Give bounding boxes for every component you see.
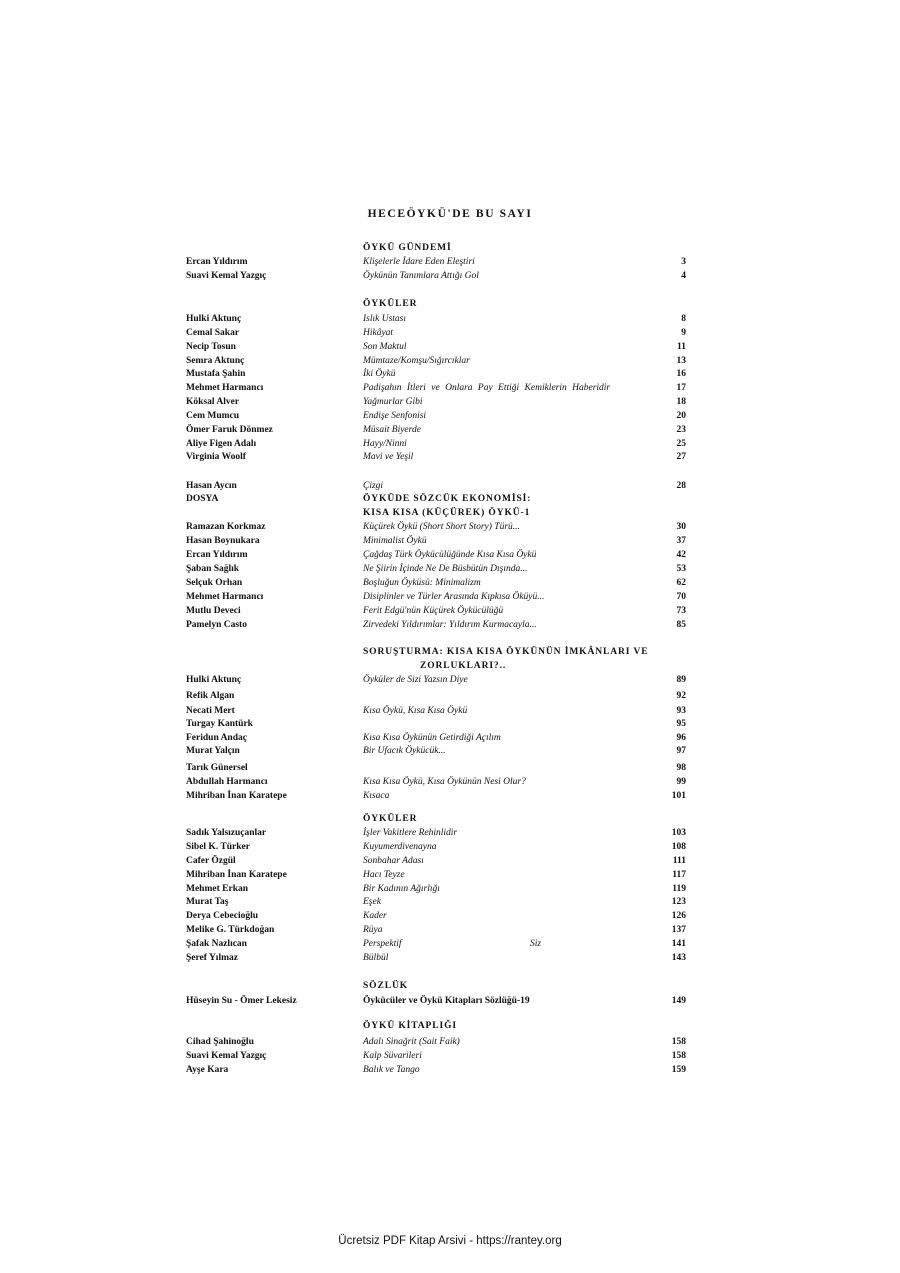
section-heading: ÖYKÜLER	[363, 299, 418, 309]
section-heading: SORUŞTURMA: KISA KISA ÖYKÜNÜN İMKÂNLARI VE	[363, 647, 649, 657]
entry-title: Ne Şiirin İçinde Ne De Büsbütün Dışında...	[363, 564, 528, 574]
entry-page-number: 117	[672, 870, 686, 880]
entry-author: Mehmet Erkan	[186, 884, 249, 894]
entry-title: Disiplinler ve Türler Arasında Kıpkısa Öküyü...	[363, 592, 545, 602]
entry-title: Son Maktul	[363, 342, 407, 352]
entry-title: Müsait Biyerde	[363, 425, 421, 435]
entry-title: Çizgi	[363, 481, 384, 491]
entry-page-number: 108	[671, 842, 686, 852]
entry-author: Köksal Alver	[186, 397, 240, 407]
entry-author: Aliye Figen Adalı	[186, 439, 257, 449]
entry-author: Abdullah Harmancı	[186, 777, 268, 787]
section-heading: ÖYKÜDE SÖZCÜK EKONOMİSİ:	[363, 494, 532, 504]
entry-author: Hulki Aktunç	[186, 314, 242, 324]
entry-author: Hulki Aktunç	[186, 675, 242, 685]
entry-page-number: 119	[672, 884, 686, 894]
entry-title: Kuyumerdivenayna	[363, 842, 437, 852]
entry-author: Derya Cebecioğlu	[186, 911, 259, 921]
entry-author: Cem Mumcu	[186, 411, 240, 421]
section-heading: KISA KISA (KÜÇÜREK) ÖYKÜ-1	[363, 508, 531, 518]
entry-page-number: 92	[676, 691, 686, 701]
entry-title: Balık ve Tango	[363, 1065, 420, 1075]
entry-author: Ercan Yıldırım	[186, 550, 248, 560]
entry-title: Perspektif	[363, 939, 402, 949]
entry-page-number: 96	[676, 733, 686, 743]
entry-page-number: 101	[671, 791, 686, 801]
entry-title: Bülbül	[363, 953, 389, 963]
entry-author: Hasan Aycın	[186, 481, 237, 491]
entry-page-number: 103	[671, 828, 686, 838]
entry-author: Tarık Günersel	[186, 763, 248, 773]
entry-title: Kısa Öykü, Kısa Kısa Öykü	[363, 706, 468, 716]
entry-author: Cemal Sakar	[186, 328, 240, 338]
entry-page-number: 143	[671, 953, 686, 963]
entry-author: Ercan Yıldırım	[186, 257, 248, 267]
entry-author: Mihriban İnan Karatepe	[186, 870, 287, 880]
entry-author: Ömer Faruk Dönmez	[186, 425, 273, 435]
entry-page-number: 13	[676, 356, 686, 366]
entry-author: Sibel K. Türker	[186, 842, 250, 852]
entry-page-number: 17	[676, 383, 686, 393]
entry-author: Feridun Andaç	[186, 733, 247, 743]
page-title: HECEÖYKÜ'DE BU SAYI	[367, 208, 533, 220]
entry-page-number: 98	[676, 763, 686, 773]
entry-author: Murat Yalçın	[186, 746, 240, 756]
entry-page-number: 73	[676, 606, 686, 616]
entry-page-number: 37	[676, 536, 686, 546]
entry-page-number: 158	[671, 1051, 686, 1061]
entry-page-number: 53	[676, 564, 686, 574]
entry-title: Padişahın İtleri ve Onlara Pay Ettiği Kemiklerin Haberidir	[363, 383, 611, 393]
entry-page-number: 159	[671, 1065, 686, 1075]
entry-page-number: 126	[671, 911, 686, 921]
entry-title: Kader	[363, 911, 387, 921]
entry-title: Ferit Edgü'nün Küçürek Öykücülüğü	[363, 606, 504, 616]
entry-page-number: 97	[676, 746, 686, 756]
entry-page-number: 62	[676, 578, 686, 588]
entry-page-number: 8	[681, 314, 686, 324]
entry-title: Islık Ustası	[363, 314, 407, 324]
entry-author: Sadık Yalsızuçanlar	[186, 828, 267, 838]
entry-author: Refik Algan	[186, 691, 235, 701]
entry-page-number: 137	[671, 925, 686, 935]
entry-author: Hüseyin Su - Ömer Lekesiz	[186, 996, 297, 1006]
entry-author: Turgay Kantürk	[186, 719, 253, 729]
entry-author: Ayşe Kara	[186, 1065, 229, 1075]
entry-title: Mavi ve Yeşil	[363, 452, 414, 462]
entry-title: Zirvedeki Yıldırımlar: Yıldırım Kurmacayla...	[363, 620, 537, 630]
entry-page-number: 16	[676, 369, 686, 379]
entry-author: Necati Mert	[186, 706, 235, 716]
entry-page-number: 95	[676, 719, 686, 729]
entry-author: DOSYA	[186, 494, 219, 504]
entry-title: Minimalist Öykü	[363, 536, 427, 546]
entry-author: Virginia Woolf	[186, 452, 246, 462]
section-heading: SÖZLÜK	[363, 981, 408, 991]
entry-title: Kısa Kısa Öykü, Kısa Öykünün Nesi Olur?	[363, 777, 526, 787]
entry-title: Bir Ufacık Öykücük...	[363, 746, 446, 756]
entry-page-number: 158	[671, 1037, 686, 1047]
section-heading: ZORLUKLARI?..	[420, 661, 507, 671]
entry-author: Ramazan Korkmaz	[186, 522, 266, 532]
entry-author: Suavi Kemal Yazgıç	[186, 1051, 267, 1061]
entry-page-number: 70	[676, 592, 686, 602]
entry-extra: Siz	[530, 939, 542, 949]
entry-page-number: 27	[676, 452, 686, 462]
entry-title: Hayy/Ninni	[363, 439, 407, 449]
section-heading: ÖYKÜ GÜNDEMİ	[363, 243, 452, 253]
entry-page-number: 9	[681, 328, 686, 338]
entry-page-number: 141	[671, 939, 686, 949]
entry-page-number: 28	[676, 481, 686, 491]
entry-author: Necip Tosun	[186, 342, 236, 352]
entry-page-number: 89	[676, 675, 686, 685]
entry-title: Kısaca	[363, 791, 390, 801]
entry-title: Sonbahar Adası	[363, 856, 424, 866]
entry-author: Hasan Boynukara	[186, 536, 260, 546]
entry-title: İki Öykü	[363, 369, 396, 379]
entry-title: Klişelerle İdare Eden Eleştiri	[363, 257, 475, 267]
section-heading: ÖYKÜ KİTAPLIĞI	[363, 1021, 457, 1031]
entry-page-number: 123	[671, 897, 686, 907]
entry-author: Semra Aktunç	[186, 356, 245, 366]
entry-page-number: 3	[681, 257, 686, 267]
entry-author: Mihriban İnan Karatepe	[186, 791, 287, 801]
entry-author: Mehmet Harmancı	[186, 592, 264, 602]
entry-author: Cihad Şahinoğlu	[186, 1037, 254, 1047]
entry-author: Pamelyn Casto	[186, 620, 247, 630]
entry-author: Murat Taş	[186, 897, 229, 907]
entry-title: Bir Kadının Ağırlığı	[363, 884, 440, 894]
entry-title: İşler Vakitlere Rehinlidir	[363, 828, 458, 838]
entry-page-number: 18	[676, 397, 686, 407]
entry-page-number: 30	[676, 522, 686, 532]
entry-title: Hacı Teyze	[363, 870, 405, 880]
entry-page-number: 23	[676, 425, 686, 435]
entry-title: Boşluğun Öyküsü: Minimalizm	[363, 578, 481, 588]
entry-page-number: 25	[676, 439, 686, 449]
entry-title: Eşek	[363, 897, 381, 907]
entry-author: Cafer Özgül	[186, 856, 236, 866]
entry-title: Öyküler de Sizi Yazsın Diye	[363, 675, 468, 685]
entry-author: Suavi Kemal Yazgıç	[186, 271, 267, 281]
entry-author: Melike G. Türkdoğan	[186, 925, 275, 935]
entry-page-number: 149	[671, 996, 686, 1006]
entry-author: Şafak Nazlıcan	[186, 939, 247, 949]
entry-title: Endişe Senfonisi	[363, 411, 427, 421]
entry-author: Selçuk Orhan	[186, 578, 243, 588]
entry-page-number: 4	[681, 271, 686, 281]
entry-author: Şaban Sağlık	[186, 564, 240, 574]
entry-title: Yağmurlar Gibi	[363, 397, 423, 407]
entry-page-number: 99	[676, 777, 686, 787]
entry-title: Adalı Sinağrit (Sait Faik)	[363, 1037, 460, 1047]
entry-author: Şeref Yılmaz	[186, 953, 238, 963]
entry-page-number: 85	[676, 620, 686, 630]
entry-title: Kalp Süvarileri	[363, 1051, 422, 1061]
entry-title: Hikâyat	[363, 328, 394, 338]
entry-author: Mehmet Harmancı	[186, 383, 264, 393]
entry-page-number: 93	[676, 706, 686, 716]
entry-page-number: 111	[672, 856, 686, 866]
entry-page-number: 11	[677, 342, 686, 352]
entry-title: Öykücüler ve Öykü Kitapları Sözlüğü-19	[363, 996, 530, 1006]
entry-page-number: 42	[676, 550, 686, 560]
section-heading: ÖYKÜLER	[363, 814, 418, 824]
entry-author: Mutlu Deveci	[186, 606, 241, 616]
entry-title: Kısa Kısa Öykünün Getirdiği Açılım	[363, 733, 501, 743]
entry-author: Mustafa Şahin	[186, 369, 246, 379]
entry-title: Rüya	[363, 925, 383, 935]
entry-title: Öykünün Tanımlara Attığı Gol	[363, 271, 479, 281]
footer-text: Ücretsiz PDF Kitap Arsivi - https://rantey.org	[338, 1235, 562, 1247]
entry-page-number: 20	[676, 411, 686, 421]
entry-title: Mümtaze/Komşu/Sığırcıklar	[363, 356, 470, 366]
entry-title: Küçürek Öykü (Short Short Story) Türü...	[363, 522, 520, 532]
entry-title: Çağdaş Türk Öykücülüğünde Kısa Kısa Öykü	[363, 550, 537, 560]
